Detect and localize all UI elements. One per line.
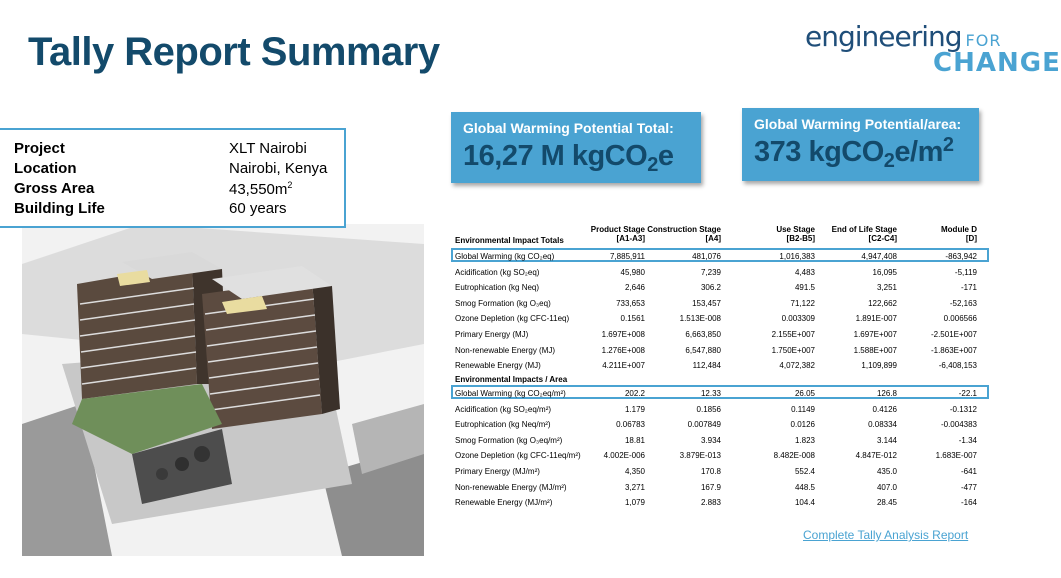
table-cell: 3,251 — [876, 283, 897, 293]
table-cell: 4.847E-012 — [855, 451, 897, 461]
table-cell: 0.1561 — [620, 314, 645, 324]
table-cell: 6,663,850 — [685, 330, 721, 339]
table-cell: 1.823 — [794, 435, 815, 445]
building-life-value: 60 years — [229, 200, 287, 217]
table-cell: 7,885,911 — [610, 252, 645, 261]
building-life-label: Building Life — [14, 200, 105, 217]
table-cell: -6,408,153 — [938, 361, 977, 371]
gwp-total-box — [451, 112, 701, 183]
table-cell: 1.588E+007 — [853, 345, 897, 355]
table-row-label: Renewable Energy (MJ/m²) — [455, 498, 553, 508]
table-cell: -1.34 — [958, 435, 977, 445]
table-cell: 4,350 — [624, 467, 645, 476]
table-cell: 733,653 — [616, 298, 645, 308]
project-info-box — [0, 128, 346, 228]
logo-change-text: CHANGE — [933, 48, 1061, 78]
table-cell: 0.007849 — [687, 420, 721, 430]
location-label: Location — [14, 160, 77, 177]
gross-area-label: Gross Area — [14, 180, 95, 197]
column-header: Module D — [941, 225, 977, 234]
section-title: Environmental Impacts / Area — [455, 375, 568, 384]
table-cell: 202.2 — [624, 389, 645, 398]
table-cell: 1,079 — [624, 498, 645, 508]
table-cell: -52,163 — [949, 298, 977, 308]
table-cell: 8.482E-008 — [773, 451, 815, 461]
table-cell: 552.4 — [794, 467, 815, 476]
table-cell: -5,119 — [954, 267, 977, 277]
table-cell: 0.4126 — [872, 404, 897, 414]
table-cell: 170.8 — [700, 467, 721, 476]
table-cell: 18.81 — [624, 435, 645, 445]
table-cell: 2.155E+007 — [771, 330, 815, 339]
table-cell: 0.08334 — [868, 420, 897, 430]
logo-for-text: FOR — [965, 31, 1002, 50]
logo-text: engineering — [805, 20, 962, 53]
table-row-label: Renewable Energy (MJ) — [455, 361, 541, 371]
table-row-label: Global Warming (kg CO₂eq/m²) — [455, 389, 566, 398]
section-title: Environmental Impact Totals — [455, 236, 564, 245]
table-cell: 16,095 — [872, 267, 897, 277]
location-row — [14, 160, 344, 180]
table-cell: 0.1856 — [696, 404, 721, 414]
table-cell: -164 — [960, 498, 977, 508]
gwp-area-value: 373 $kgCO_2e/m^2$ — [754, 134, 954, 172]
table-cell: 0.1149 — [791, 404, 815, 414]
table-row-label: Smog Formation (kg O₃eq/m²) — [455, 435, 563, 445]
table-row-label: Acidification (kg SO₂eq) — [455, 267, 540, 277]
table-row-label: Primary Energy (MJ/m²) — [455, 467, 540, 476]
gwp-total-heading: Global Warming Potential Total: — [463, 120, 674, 136]
table-cell: 1.697E+007 — [853, 330, 897, 339]
table-cell: 3,271 — [624, 482, 645, 492]
table-cell: 306.2 — [700, 283, 721, 293]
table-row-label: Eutrophication (kg Neq/m²) — [455, 420, 551, 430]
table-cell: -22.1 — [958, 389, 977, 398]
table-cell: 12.33 — [700, 389, 721, 398]
table-cell: 448.5 — [794, 482, 815, 492]
table-cell: 2.883 — [700, 498, 721, 508]
table-cell: 4,947,408 — [861, 252, 897, 261]
table-cell: 1.683E-007 — [935, 451, 977, 461]
table-cell: 407.0 — [876, 482, 897, 492]
table-cell: 0.003309 — [781, 314, 815, 324]
table-cell: 1.179 — [624, 404, 645, 414]
table-cell: 126.8 — [876, 389, 897, 398]
table-cell: 1.750E+007 — [771, 345, 815, 355]
column-code: [C2-C4] — [868, 234, 897, 243]
table-cell: 3.879E-013 — [679, 451, 721, 461]
table-cell: 0.06783 — [616, 420, 645, 430]
table-cell: 112,484 — [692, 361, 721, 371]
column-header: Construction Stage — [647, 225, 721, 234]
table-cell: 122,662 — [868, 298, 897, 308]
table-row-label: Smog Formation (kg O₃eq) — [455, 298, 551, 308]
gross-area-row — [14, 180, 344, 200]
column-code: [A4] — [705, 234, 721, 243]
table-cell: 4,072,382 — [779, 361, 815, 371]
table-cell: 1.697E+008 — [601, 330, 645, 339]
table-row-label: Global Warming (kg CO₂eq) — [455, 252, 555, 261]
table-cell: 481,076 — [692, 252, 721, 261]
table-cell: -2.501E+007 — [930, 330, 977, 339]
column-code: [B2-B5] — [786, 234, 815, 243]
table-cell: 435.0 — [876, 467, 897, 476]
complete-report-link[interactable]: Complete Tally Analysis Report — [803, 528, 969, 542]
table-cell: 167.9 — [700, 482, 721, 492]
table-cell: 491.5 — [794, 283, 815, 293]
table-cell: 26.05 — [794, 389, 815, 398]
project-row — [14, 140, 344, 160]
table-cell: 3.934 — [700, 435, 721, 445]
column-header: Use Stage — [776, 225, 815, 234]
column-header: Product Stage — [590, 225, 645, 234]
table-cell: 0.0126 — [790, 420, 815, 430]
table-cell: 2,646 — [624, 283, 645, 293]
table-cell: -477 — [960, 482, 977, 492]
gwp-area-heading: Global Warming Potential/area: — [754, 116, 962, 132]
table-cell: 1,016,383 — [779, 252, 815, 261]
table-cell: 4.211E+007 — [602, 361, 645, 371]
table-row-label: Non-renewable Energy (MJ/m²) — [455, 482, 567, 492]
table-cell: -1.863E+007 — [930, 345, 977, 355]
gross-area-value: $43,550m^2$ — [229, 180, 293, 198]
table-cell: 1,109,899 — [861, 361, 897, 371]
table-cell: -0.004383 — [940, 420, 977, 430]
location-value: Nairobi, Kenya — [229, 160, 328, 177]
table-row-label: Ozone Depletion (kg CFC-11eq/m²) — [455, 451, 581, 461]
table-cell: 4,483 — [794, 267, 815, 277]
table-cell: 104.4 — [794, 498, 815, 508]
project-value: XLT Nairobi — [229, 140, 307, 157]
table-cell: 153,457 — [692, 298, 721, 308]
gwp-area-box — [742, 108, 979, 181]
table-cell: -641 — [960, 467, 977, 476]
table-cell: 28.45 — [876, 498, 897, 508]
table-cell: 1.513E-008 — [679, 314, 721, 324]
gwp-total-value: 16,27 M kgCO$_2$e — [463, 140, 674, 176]
column-header: End of Life Stage — [831, 225, 897, 234]
table-cell: 4.002E-006 — [603, 451, 645, 461]
table-cell: 3.144 — [876, 435, 897, 445]
project-label: Project — [14, 140, 65, 157]
table-row-label: Ozone Depletion (kg CFC-11eq) — [455, 314, 570, 324]
table-cell: 6,547,880 — [685, 345, 721, 355]
column-code: [D] — [965, 234, 977, 243]
table-cell: 71,122 — [790, 298, 815, 308]
table-cell: 1.276E+008 — [601, 345, 645, 355]
table-cell: -0.1312 — [949, 404, 977, 414]
column-code: [A1-A3] — [616, 234, 645, 243]
table-cell: 7,239 — [700, 267, 721, 277]
building-render-image — [22, 224, 424, 556]
table-cell: 45,980 — [620, 267, 645, 277]
building-life-row — [14, 200, 344, 220]
table-cell: -863,942 — [945, 252, 977, 261]
table-row-label: Eutrophication (kg Neq) — [455, 283, 540, 293]
table-cell: 0.006566 — [943, 314, 977, 324]
page-title: Tally Report Summary — [28, 30, 440, 74]
table-row-label: Primary Energy (MJ) — [455, 330, 529, 339]
engineering-for-change-logo — [805, 20, 1061, 80]
table-row-label: Acidification (kg SO₂eq/m²) — [455, 404, 552, 414]
table-cell: 1.891E-007 — [855, 314, 897, 324]
table-row-label: Non-renewable Energy (MJ) — [455, 345, 556, 355]
table-cell: -171 — [960, 283, 977, 293]
